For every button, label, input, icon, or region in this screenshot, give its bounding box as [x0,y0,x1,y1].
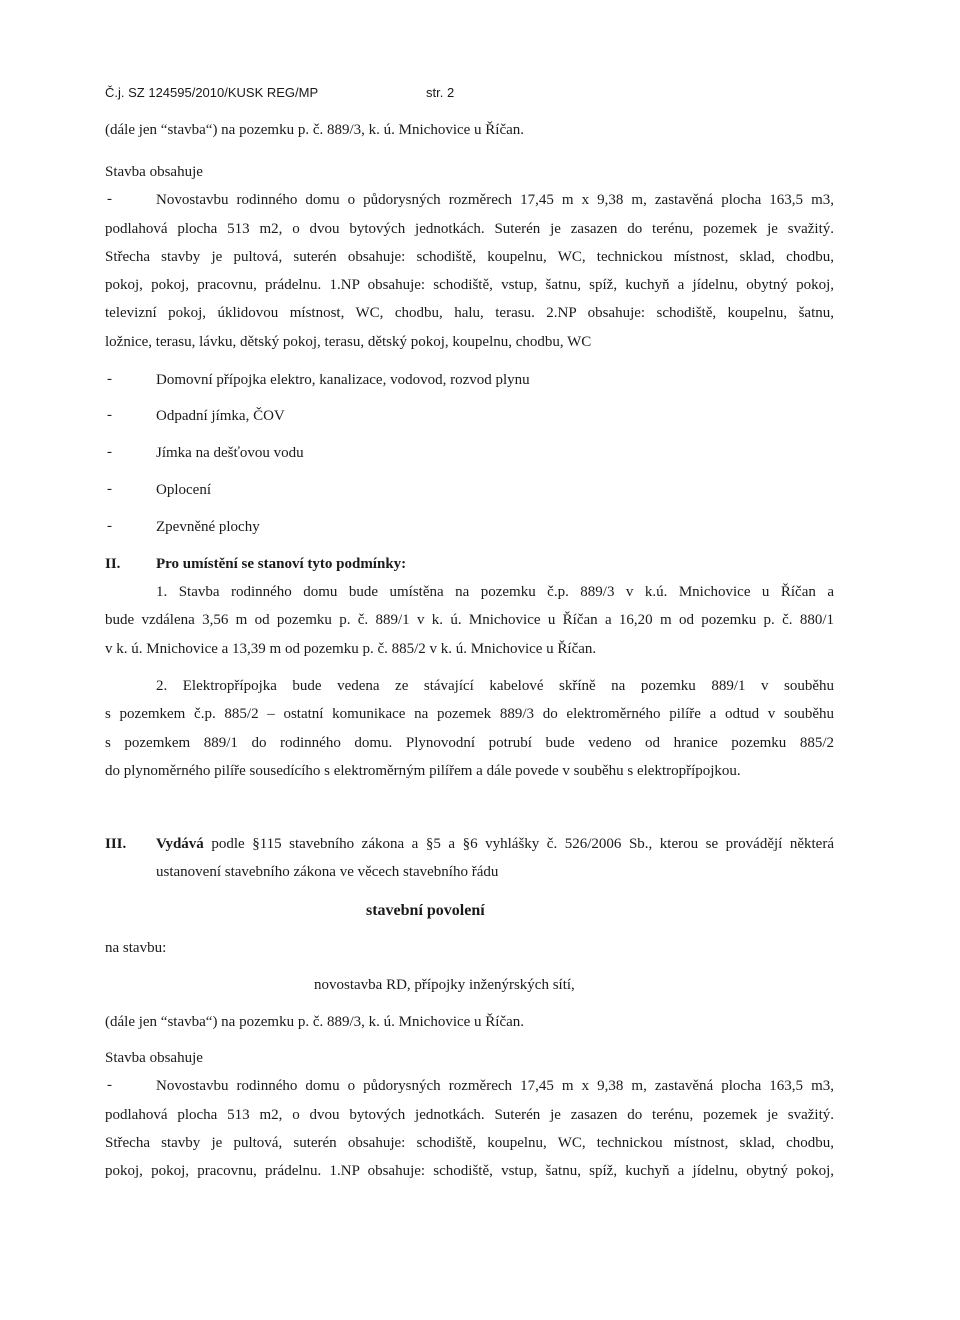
list-dash: - [107,481,112,497]
location-line: (dále jen “stavba“) na pozemku p. č. 889/3, k. ú. Mnichovice u Říčan. [105,122,525,138]
condition-line: s pozemkem č.p. 885/2 – ostatní komunikace na pozemek 889/3 do elektroměrného pilíře a odtud v souběhu [105,706,834,722]
description-line: pokoj, pokoj, pracovnu, prádelnu. 1.NP obsahuje: schodiště, vstup, šatnu, spíž, kuchyň a jídelnu, obytný pokoj, [105,277,834,293]
list-item: Odpadní jímka, ČOV [156,408,285,424]
description-line: ložnice, terasu, lávku, dětský pokoj, terasu, dětský pokoj, koupelnu, chodbu, WC [105,334,592,350]
condition-line: 2. Elektropřípojka bude vedena ze stávající kabelové skříně na pozemku 889/1 v souběhu [156,678,834,694]
issuance-line [156,835,834,853]
condition-line: do plynoměrného pilíře sousedícího s elektroměrným pilířem a dále povede v souběhu s elektropřípojkou. [105,763,741,779]
issuance-rest: podle §115 stavebního zákona a §5 a §6 vyhlášky č. 526/2006 Sb., kterou se provádějí některá [211,836,834,852]
list-item: Oplocení [156,482,211,498]
description-line: Střecha stavby je pultová, suterén obsahuje: schodiště, koupelnu, WC, technickou místnost, sklad, chodbu, [105,249,834,265]
contents-heading: Stavba obsahuje [105,1050,203,1066]
condition-line: 1. Stavba rodinného domu bude umístěna na pozemku č.p. 889/3 v k.ú. Mnichovice u Říčan a [156,584,834,600]
description-line: pokoj, pokoj, pracovnu, prádelnu. 1.NP obsahuje: schodiště, vstup, šatnu, spíž, kuchyň a jídelnu, obytný pokoj, [105,1163,834,1179]
list-item: Jímka na dešťovou vodu [156,445,304,461]
construction-subject: novostavba RD, přípojky inženýrských sítí, [314,977,575,993]
location-line: (dále jen “stavba“) na pozemku p. č. 889/3, k. ú. Mnichovice u Říčan. [105,1014,525,1030]
list-dash: - [107,191,112,207]
condition-line: bude vzdálena 3,56 m od pozemku p. č. 889/1 v k. ú. Mnichovice u Říčan a 16,20 m od pozemku p. č. 880/1 [105,612,834,628]
list-item: Domovní přípojka elektro, kanalizace, vodovod, rozvod plynu [156,372,530,388]
issuance-line: ustanovení stavebního zákona ve věcech stavebního řádu [156,864,499,880]
description-line: Novostavbu rodinného domu o půdorysných rozměrech 17,45 m x 9,38 m, zastavěná plocha 163,5 m3, [156,1078,834,1094]
list-dash: - [107,518,112,534]
construction-label: na stavbu: [105,940,167,956]
issuance-verb: Vydává [156,836,204,852]
list-dash: - [107,444,112,460]
description-line: Novostavbu rodinného domu o půdorysných rozměrech 17,45 m x 9,38 m, zastavěná plocha 163,5 m3, [156,192,834,208]
description-line: televizní pokoj, úklidovou místnost, WC, chodbu, halu, terasu. 2.NP obsahuje: schodiště, koupelnu, šatnu, [105,305,834,321]
description-line: podlahová plocha 513 m2, o dvou bytových jednotkách. Suterén je zasazen do terénu, pozemek je svažitý. [105,221,834,237]
list-item: Zpevněné plochy [156,519,260,535]
section-numeral: III. [105,836,127,852]
document-reference: Č.j. SZ 124595/2010/KUSK REG/MP [105,85,319,100]
description-line: Střecha stavby je pultová, suterén obsahuje: schodiště, koupelnu, WC, technickou místnost, sklad, chodbu, [105,1135,834,1151]
list-dash: - [107,1077,112,1093]
condition-line: s pozemkem 889/1 do rodinného domu. Plynovodní potrubí bude vedeno od hranice pozemku 885/2 [105,735,834,751]
contents-heading: Stavba obsahuje [105,164,203,180]
list-dash: - [107,371,112,387]
description-line: podlahová plocha 513 m2, o dvou bytových jednotkách. Suterén je zasazen do terénu, pozemek je svažitý. [105,1107,834,1123]
section-numeral: II. [105,556,121,572]
list-dash: - [107,407,112,423]
permit-title: stavební povolení [366,902,485,919]
condition-line: v k. ú. Mnichovice a 13,39 m od pozemku p. č. 885/2 v k. ú. Mnichovice u Říčan. [105,641,597,657]
section-heading: Pro umístění se stanoví tyto podmínky: [156,556,407,572]
page-number: str. 2 [426,85,455,100]
